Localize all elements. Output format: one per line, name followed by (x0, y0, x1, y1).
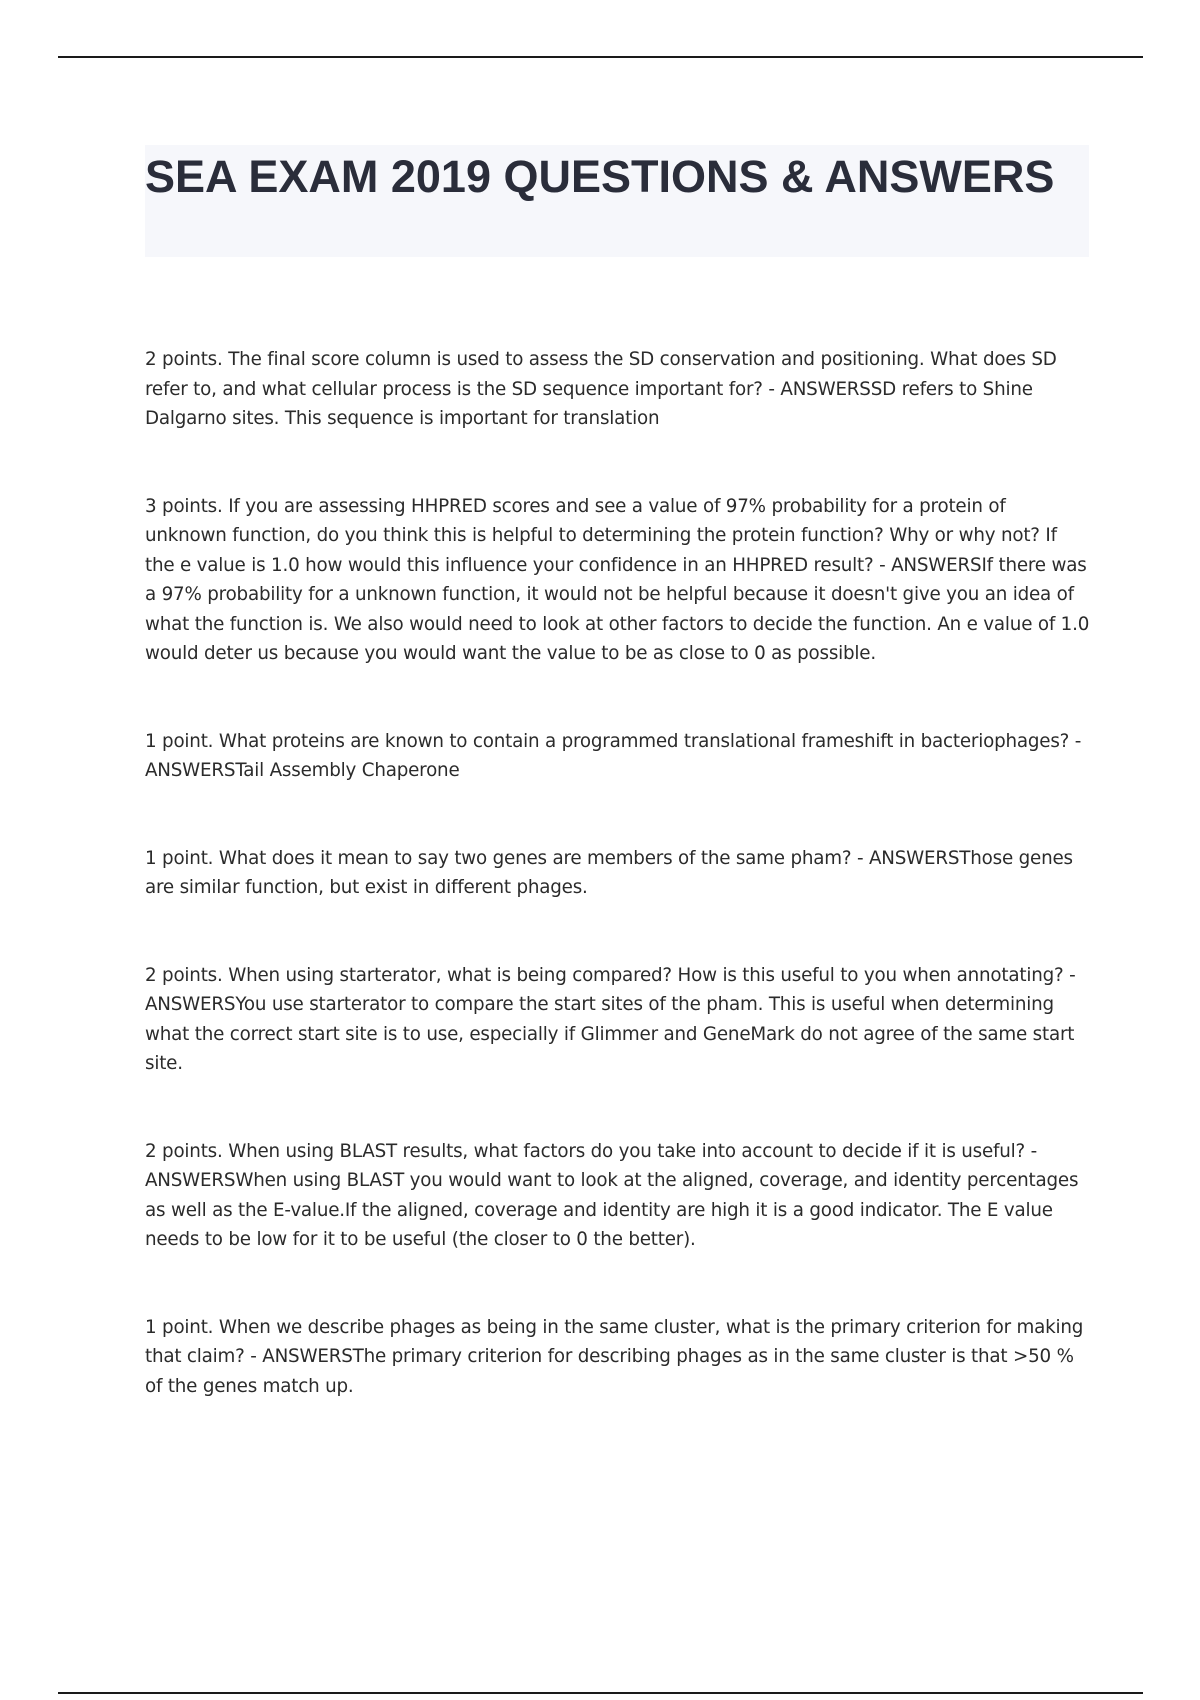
bottom-rule (58, 1692, 1143, 1694)
qa-item-6: 2 points. When using BLAST results, what factors do you take into account to decide if it is useful? - ANSWERSWhen using BLAST you would want to look at the aligned, coverage, and identity percentages as well as the E-value.If the aligned, coverage and identity are high it is a good indicator. The E value needs to be low for it to be useful (the closer to 0 the better). (145, 1140, 1079, 1250)
qa-item-4: 1 point. What does it mean to say two genes are members of the same pham? - ANSWERSThose genes are similar function, but exist in different phages. (145, 847, 1073, 898)
title-block (145, 145, 1089, 257)
qa-item-3: 1 point. What proteins are known to contain a programmed translational frameshift in bacteriophages? - ANSWERSTail Assembly Chaperone (145, 730, 1082, 781)
qa-item-1: 2 points. The final score column is used to assess the SD conservation and positioning. What does SD refer to, and what cellular process is the SD sequence important for? - ANSWERSSD refers to Shine Dalgarno sites. This sequence is important for translation (145, 349, 1057, 429)
document-title: SEA EXAM 2019 QUESTIONS & ANSWERS (145, 151, 1055, 202)
qa-list (145, 345, 1090, 1401)
qa-item-2: 3 points. If you are assessing HHPRED scores and see a value of 97% probability for a protein of unknown function, do you think this is helpful to determining the protein function? Why or why not? If the e value is 1.0 how would this influence your confidence in an HHPRED result? - ANSWERSIf there was a 97% probability for a unknown function, it would not be helpful because it doesn't give you an idea of what the function is. We also would need to look at other factors to decide the function. An e value of 1.0 would deter us because you would want the value to be as close to 0 as possible. (145, 495, 1090, 664)
top-rule (58, 56, 1143, 58)
qa-item-7: 1 point. When we describe phages as being in the same cluster, what is the primary criterion for making that claim? - ANSWERSThe primary criterion for describing phages as in the same cluster is that >50 % of the genes match up. (145, 1316, 1084, 1397)
qa-item-5: 2 points. When using starterator, what is being compared? How is this useful to you when annotating? - ANSWERSYou use starterator to compare the start sites of the pham. This is useful when determining what the correct start site is to use, especially if Glimmer and GeneMark do not agree of the same start site. (145, 964, 1076, 1074)
